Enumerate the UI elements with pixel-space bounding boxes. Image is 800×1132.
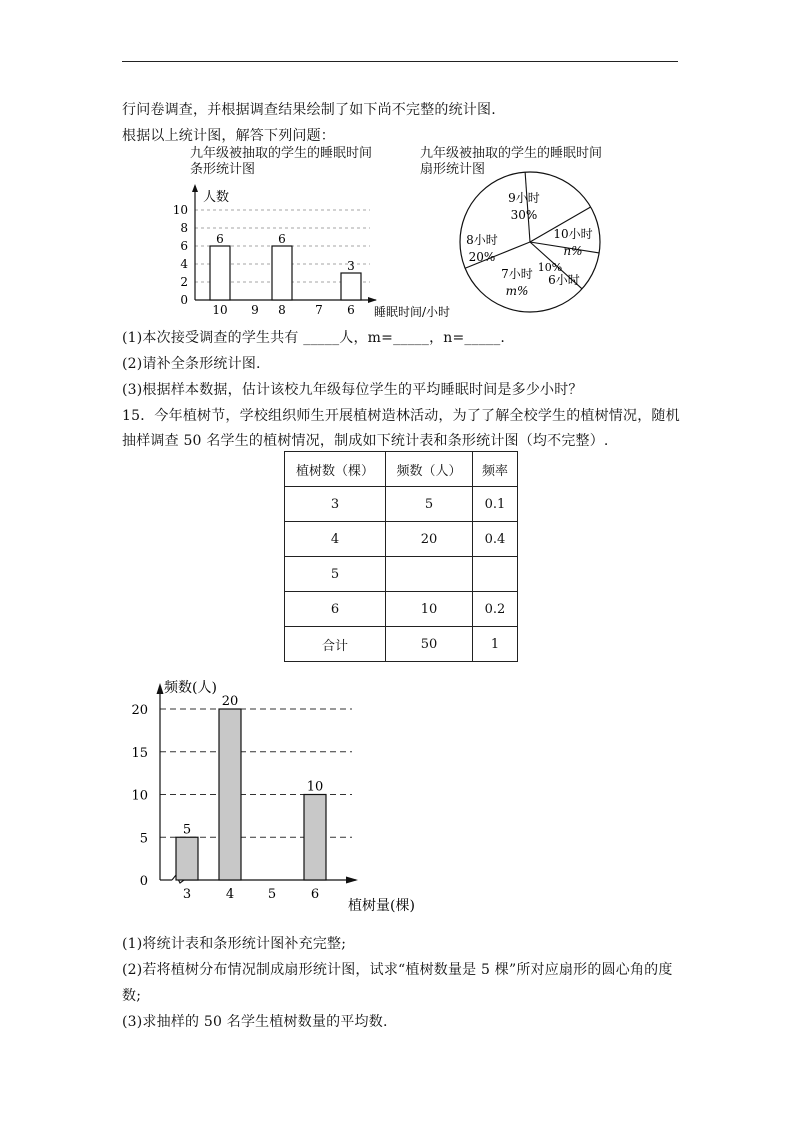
pie-slice-value: 30% <box>510 208 538 222</box>
x-tick-label: 3 <box>182 887 192 902</box>
intro-line-1: 行问卷调查，并根据调查结果绘制了如下尚不完整的统计图. <box>122 102 496 118</box>
pie-slice-value: m% <box>505 284 529 298</box>
pie-slice-value: 20% <box>468 250 496 264</box>
bar <box>341 273 361 300</box>
x-axis-arrow <box>368 297 377 303</box>
y-tick-label: 2 <box>180 275 188 289</box>
table-cell: 3 <box>285 487 386 522</box>
table-header-cell: 频率 <box>473 452 518 487</box>
sleep-bar-caption-line-1: 九年级被抽取的学生的睡眠时间 <box>190 146 373 161</box>
bar <box>304 795 326 881</box>
y-tick-label: 0 <box>180 293 188 307</box>
sleep-pie-caption-line-2: 扇形统计图 <box>420 162 486 177</box>
q14-part-3: (3)根据样本数据，估计该校九年级每位学生的平均睡眠时间是多少小时？ <box>122 382 583 398</box>
y-tick-label: 4 <box>180 257 188 271</box>
table-cell: 5 <box>285 557 386 592</box>
bar-data-label: 10 <box>306 779 324 795</box>
x-axis-label: 睡眠时间/小时 <box>374 305 451 319</box>
q15-part-2-line-1: (2)若将植树分布情况制成扇形统计图，试求“植树数量是 5 棵”所对应扇形的圆心角的度 <box>122 962 673 978</box>
y-axis-arrow <box>192 184 198 192</box>
table-cell: 50 <box>386 627 473 662</box>
pie-slice-value: 10% <box>537 261 563 274</box>
sleep-pie-caption-line-1: 九年级被抽取的学生的睡眠时间 <box>420 146 603 161</box>
x-axis-arrow <box>346 877 358 884</box>
pie-slice-label: 9小时 <box>508 191 540 205</box>
table-cell: 0.4 <box>473 522 518 557</box>
q14-part-2: (2)请补全条形统计图. <box>122 356 261 372</box>
table-cell: 10 <box>386 592 473 627</box>
sleep-bar-caption-line-2: 条形统计图 <box>190 162 256 177</box>
x-tick-label: 4 <box>225 887 235 902</box>
sleep-pie-chart <box>450 168 610 318</box>
x-tick-label: 5 <box>267 887 277 902</box>
x-tick-label: 7 <box>315 303 323 317</box>
x-axis-label: 植树量(棵) <box>348 898 415 914</box>
y-tick-label: 8 <box>180 221 188 235</box>
x-tick-label: 6 <box>347 303 355 317</box>
pie-slice-label: 7小时 <box>501 267 533 281</box>
q15-part-2-line-2: 数; <box>122 988 142 1004</box>
pie-slice-label: 10小时 <box>553 227 593 241</box>
sleep-bar-caption <box>190 146 372 178</box>
tree-bar-chart <box>120 672 440 917</box>
y-axis-label: 人数 <box>203 190 230 205</box>
bar-data-label: 3 <box>347 259 355 273</box>
x-tick-label: 9 <box>251 303 259 317</box>
table-cell: 4 <box>285 522 386 557</box>
y-tick-label: 15 <box>131 745 148 761</box>
bar-data-label: 6 <box>278 232 286 246</box>
q15-intro-line-1: 15．今年植树节，学校组织师生开展植树造林活动，为了了解全校学生的植树情况，随机 <box>122 408 680 424</box>
y-tick-label: 10 <box>172 203 188 217</box>
y-axis-label: 频数(人) <box>164 680 217 696</box>
table-header-row <box>285 452 518 487</box>
table-row <box>285 557 518 592</box>
q15-intro-line-2: 抽样调查 50 名学生的植树情况，制成如下统计表和条形统计图（均不完整）. <box>122 433 609 449</box>
table-cell: 0.1 <box>473 487 518 522</box>
y-axis-arrow <box>157 683 164 694</box>
pie-slice-value: n% <box>563 244 583 258</box>
x-tick-label: 10 <box>212 303 228 317</box>
table-cell: 1 <box>473 627 518 662</box>
y-tick-label: 0 <box>139 874 148 889</box>
table-header-cell: 频数（人） <box>386 452 473 487</box>
bar <box>210 246 230 300</box>
table-row <box>285 592 518 627</box>
bar <box>272 246 292 300</box>
bar-data-label: 5 <box>182 822 192 838</box>
q15-part-3: (3)求抽样的 50 名学生植树数量的平均数. <box>122 1014 388 1030</box>
header-rule <box>122 61 678 62</box>
table-row <box>285 522 518 557</box>
table-cell: 5 <box>386 487 473 522</box>
intro-line-2: 根据以上统计图，解答下列问题： <box>122 128 335 144</box>
y-tick-label: 5 <box>139 831 148 847</box>
table-row <box>285 627 518 662</box>
tree-frequency-table <box>284 451 518 662</box>
y-tick-label: 20 <box>131 703 148 718</box>
table-cell <box>473 557 518 592</box>
table-cell: 20 <box>386 522 473 557</box>
table-cell: 0.2 <box>473 592 518 627</box>
table-cell <box>386 557 473 592</box>
y-tick-label: 6 <box>180 239 188 253</box>
table-row <box>285 487 518 522</box>
x-tick-label: 6 <box>310 887 320 902</box>
table-header-cell: 植树数（棵） <box>285 452 386 487</box>
x-tick-label: 8 <box>278 303 286 317</box>
q14-part-1: (1)本次接受调查的学生共有 _____人，m=_____，n=_____. <box>122 330 506 346</box>
table-cell: 6 <box>285 592 386 627</box>
q15-part-1: (1)将统计表和条形统计图补充完整; <box>122 936 347 952</box>
bar-data-label: 20 <box>221 694 239 709</box>
pie-slice-label: 6小时 <box>548 273 580 287</box>
sleep-bar-chart <box>170 180 470 320</box>
bar-data-label: 6 <box>216 232 224 246</box>
bar <box>219 709 241 880</box>
bar <box>176 837 198 880</box>
table-cell: 合计 <box>285 627 386 662</box>
pie-slice-label: 8小时 <box>466 233 498 247</box>
y-tick-label: 10 <box>131 788 148 804</box>
